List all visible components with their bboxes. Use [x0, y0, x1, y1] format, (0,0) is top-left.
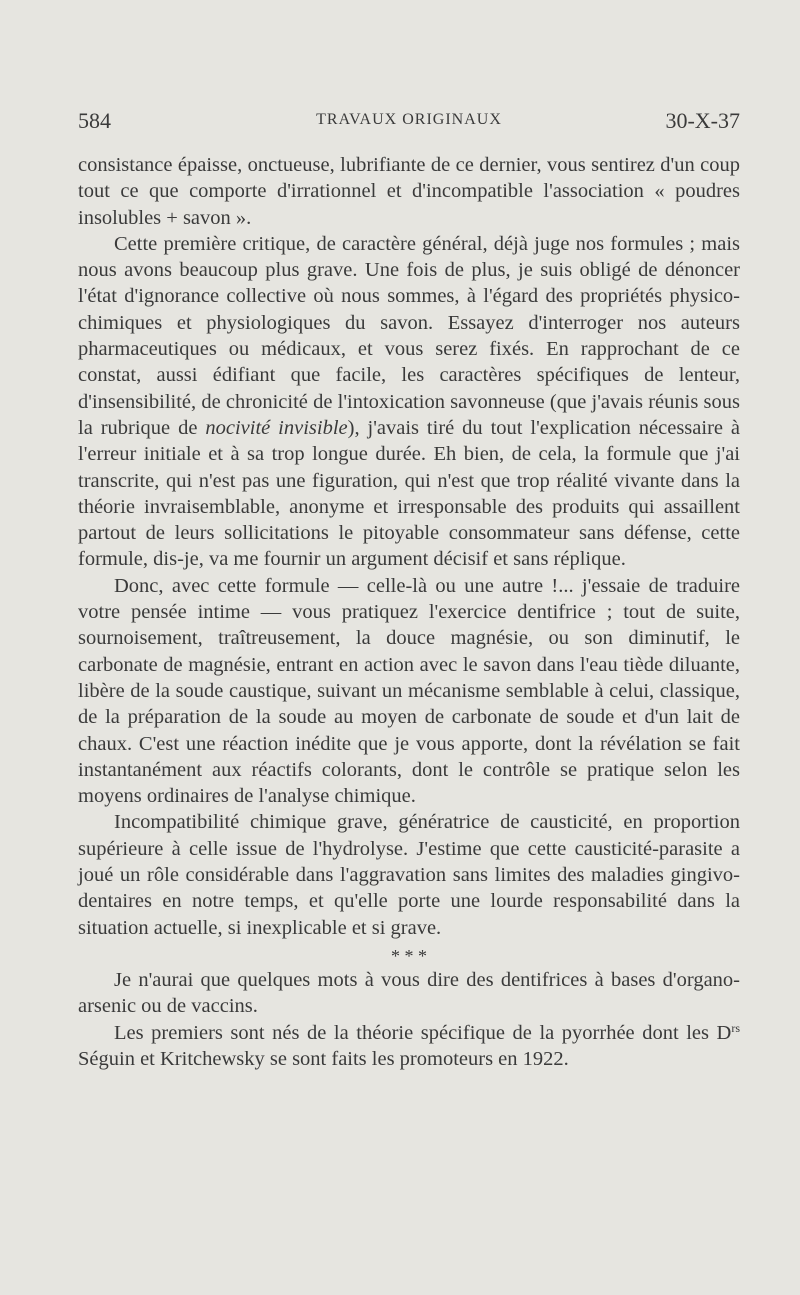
section-title: TRAVAUX ORIGINAUX: [316, 111, 502, 128]
issue-date: 30-X-37: [665, 108, 740, 133]
book-page: [78, 0, 740, 1295]
paragraph-2-text-a: Cette première critique, de caractère général, déjà juge nos formules ; mais nous avons beaucoup plus grave. Une fois de plus, je suis obligé de dénoncer l'état d'ignorance collective où nous sommes, à l'égard des propriétés physico-chimiques et physiologiques du savon. Essayez d'interroger nos auteurs pharmaceutiques ou médicaux, et vous serez fixés. En rapprochant de ce constat, aussi édifiant que facile, les caractères spécifiques de lenteur, d'insensibilité, de chronicité de l'intoxication savonneuse (que j'avais réunis sous la rubrique de: [78, 232, 740, 439]
paragraph-2-text-b: ), j'avais tiré du tout l'explication nécessaire à l'erreur initiale et à sa trop longue durée. Eh bien, de cela, la formule que j'ai transcrite, qui n'est pas une figuration, qui n'est que trop réalité vivante dans la théorie invraisemblable, anonyme et irresponsable des produits qui assaillent partout de leurs sollicitations le pitoyable consommateur sans défense, cette formule, dis-je, va me fournir un argument décisif et sans réplique.: [78, 416, 741, 571]
paragraph-1: [78, 152, 740, 231]
paragraph-2: [78, 231, 740, 573]
paragraph-5: [78, 967, 740, 1020]
paragraph-6: [78, 1020, 740, 1073]
asterism-divider: * * *: [391, 945, 427, 966]
superscript-rs: rs: [731, 1020, 740, 1035]
paragraph-5-text: Je n'aurai que quelques mots à vous dire des dentifrices à bases d'organo-arsenic ou de vaccins.: [78, 968, 740, 1018]
paragraph-4: [78, 809, 740, 940]
body-text: [78, 152, 740, 1072]
paragraph-6-text-b: Séguin et Kritchewsky se sont faits les promoteurs en 1922.: [78, 1047, 569, 1070]
paragraph-3-text: Donc, avec cette formule — celle-là ou une autre !... j'essaie de traduire votre pensée intime — vous pratiquez l'exercice dentifrice ; tout de suite, sournoisement, traîtreusement, la douce magnésie, ou son diminutif, le carbonate de magnésie, entrant en action avec le savon dans l'eau tiède diluante, libère de la soude caustique, suivant un mécanisme semblable à celui, classique, de la préparation de la soude au moyen de carbonate de soude et d'un lait de chaux. C'est une réaction inédite que je vous apporte, dont la révélation se fait instantanément aux réactifs colorants, dont le contrôle se pratique selon les moyens ordinaires de l'analyse chimique.: [78, 574, 740, 808]
running-head: [78, 108, 740, 138]
emphasis-nocivite-invisible: nocivité invisible: [205, 416, 348, 439]
paragraph-6-text-a: Les premiers sont nés de la théorie spécifique de la pyorrhée dont les D: [114, 1021, 732, 1044]
paragraph-4-text: Incompatibilité chimique grave, génératrice de causticité, en proportion supérieure à celle issue de l'hydrolyse. J'estime que cette causticité-parasite a joué un rôle considérable dans l'aggravation sans limites des maladies gingivo-dentaires en notre temps, et qu'elle porte une lourde responsabilité dans la situation actuelle, si inexplicable et si grave.: [78, 811, 740, 939]
paragraph-1-text: consistance épaisse, onctueuse, lubrifiante de ce dernier, vous sentirez d'un coup tout ce que comporte d'irrationnel et d'incompatible l'association « poudres insolubles + savon ».: [78, 154, 740, 229]
paragraph-3: [78, 573, 740, 810]
page-number: 584: [78, 108, 111, 133]
